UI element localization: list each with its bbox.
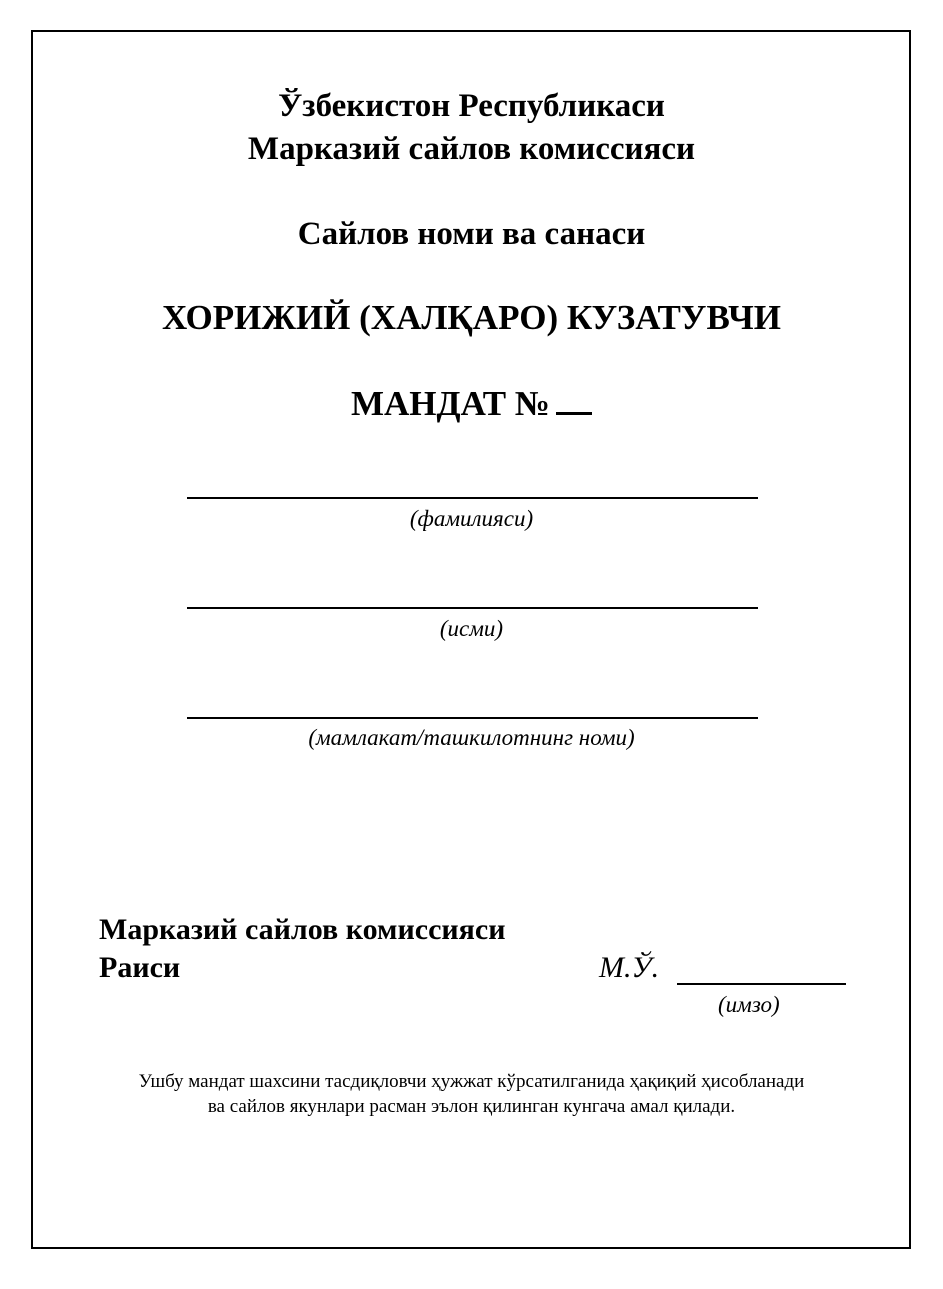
- header-country: Ўзбекистон Республикаси: [278, 88, 665, 124]
- validity-note-line1: Ушбу мандат шахсини тасдиқловчи ҳужжат кўрсатилганида ҳақиқий ҳисобланади: [138, 1071, 805, 1092]
- signature-caption: (имзо): [718, 992, 780, 1017]
- mandate-label: МАНДАТ №: [350, 384, 551, 423]
- surname-caption: (фамилияси): [409, 506, 534, 531]
- mandate-number-blank: [556, 384, 592, 415]
- surname-blank-line: [187, 497, 758, 499]
- name-caption: (исми): [439, 616, 504, 641]
- chair-title-line1: Марказий сайлов комиссияси: [99, 913, 506, 946]
- election-name: Сайлов номи ва санаси: [297, 216, 646, 252]
- signature-blank-line: [677, 983, 846, 985]
- country-caption: (мамлакат/ташкилотнинг номи): [308, 725, 635, 750]
- country-blank-line: [187, 717, 758, 719]
- validity-note-line2: ва сайлов якунлари расман эълон қилинган кунгача амал қилади.: [207, 1096, 736, 1117]
- mandate-heading: [0, 383, 943, 425]
- header-commission: Марказий сайлов комиссияси: [247, 131, 696, 167]
- chair-title-line2: Раиси: [99, 951, 181, 984]
- seal-label: М.Ў.: [599, 951, 660, 984]
- name-blank-line: [187, 607, 758, 609]
- observer-title: ХОРИЖИЙ (ХАЛҚАРО) КУЗАТУВЧИ: [162, 298, 781, 337]
